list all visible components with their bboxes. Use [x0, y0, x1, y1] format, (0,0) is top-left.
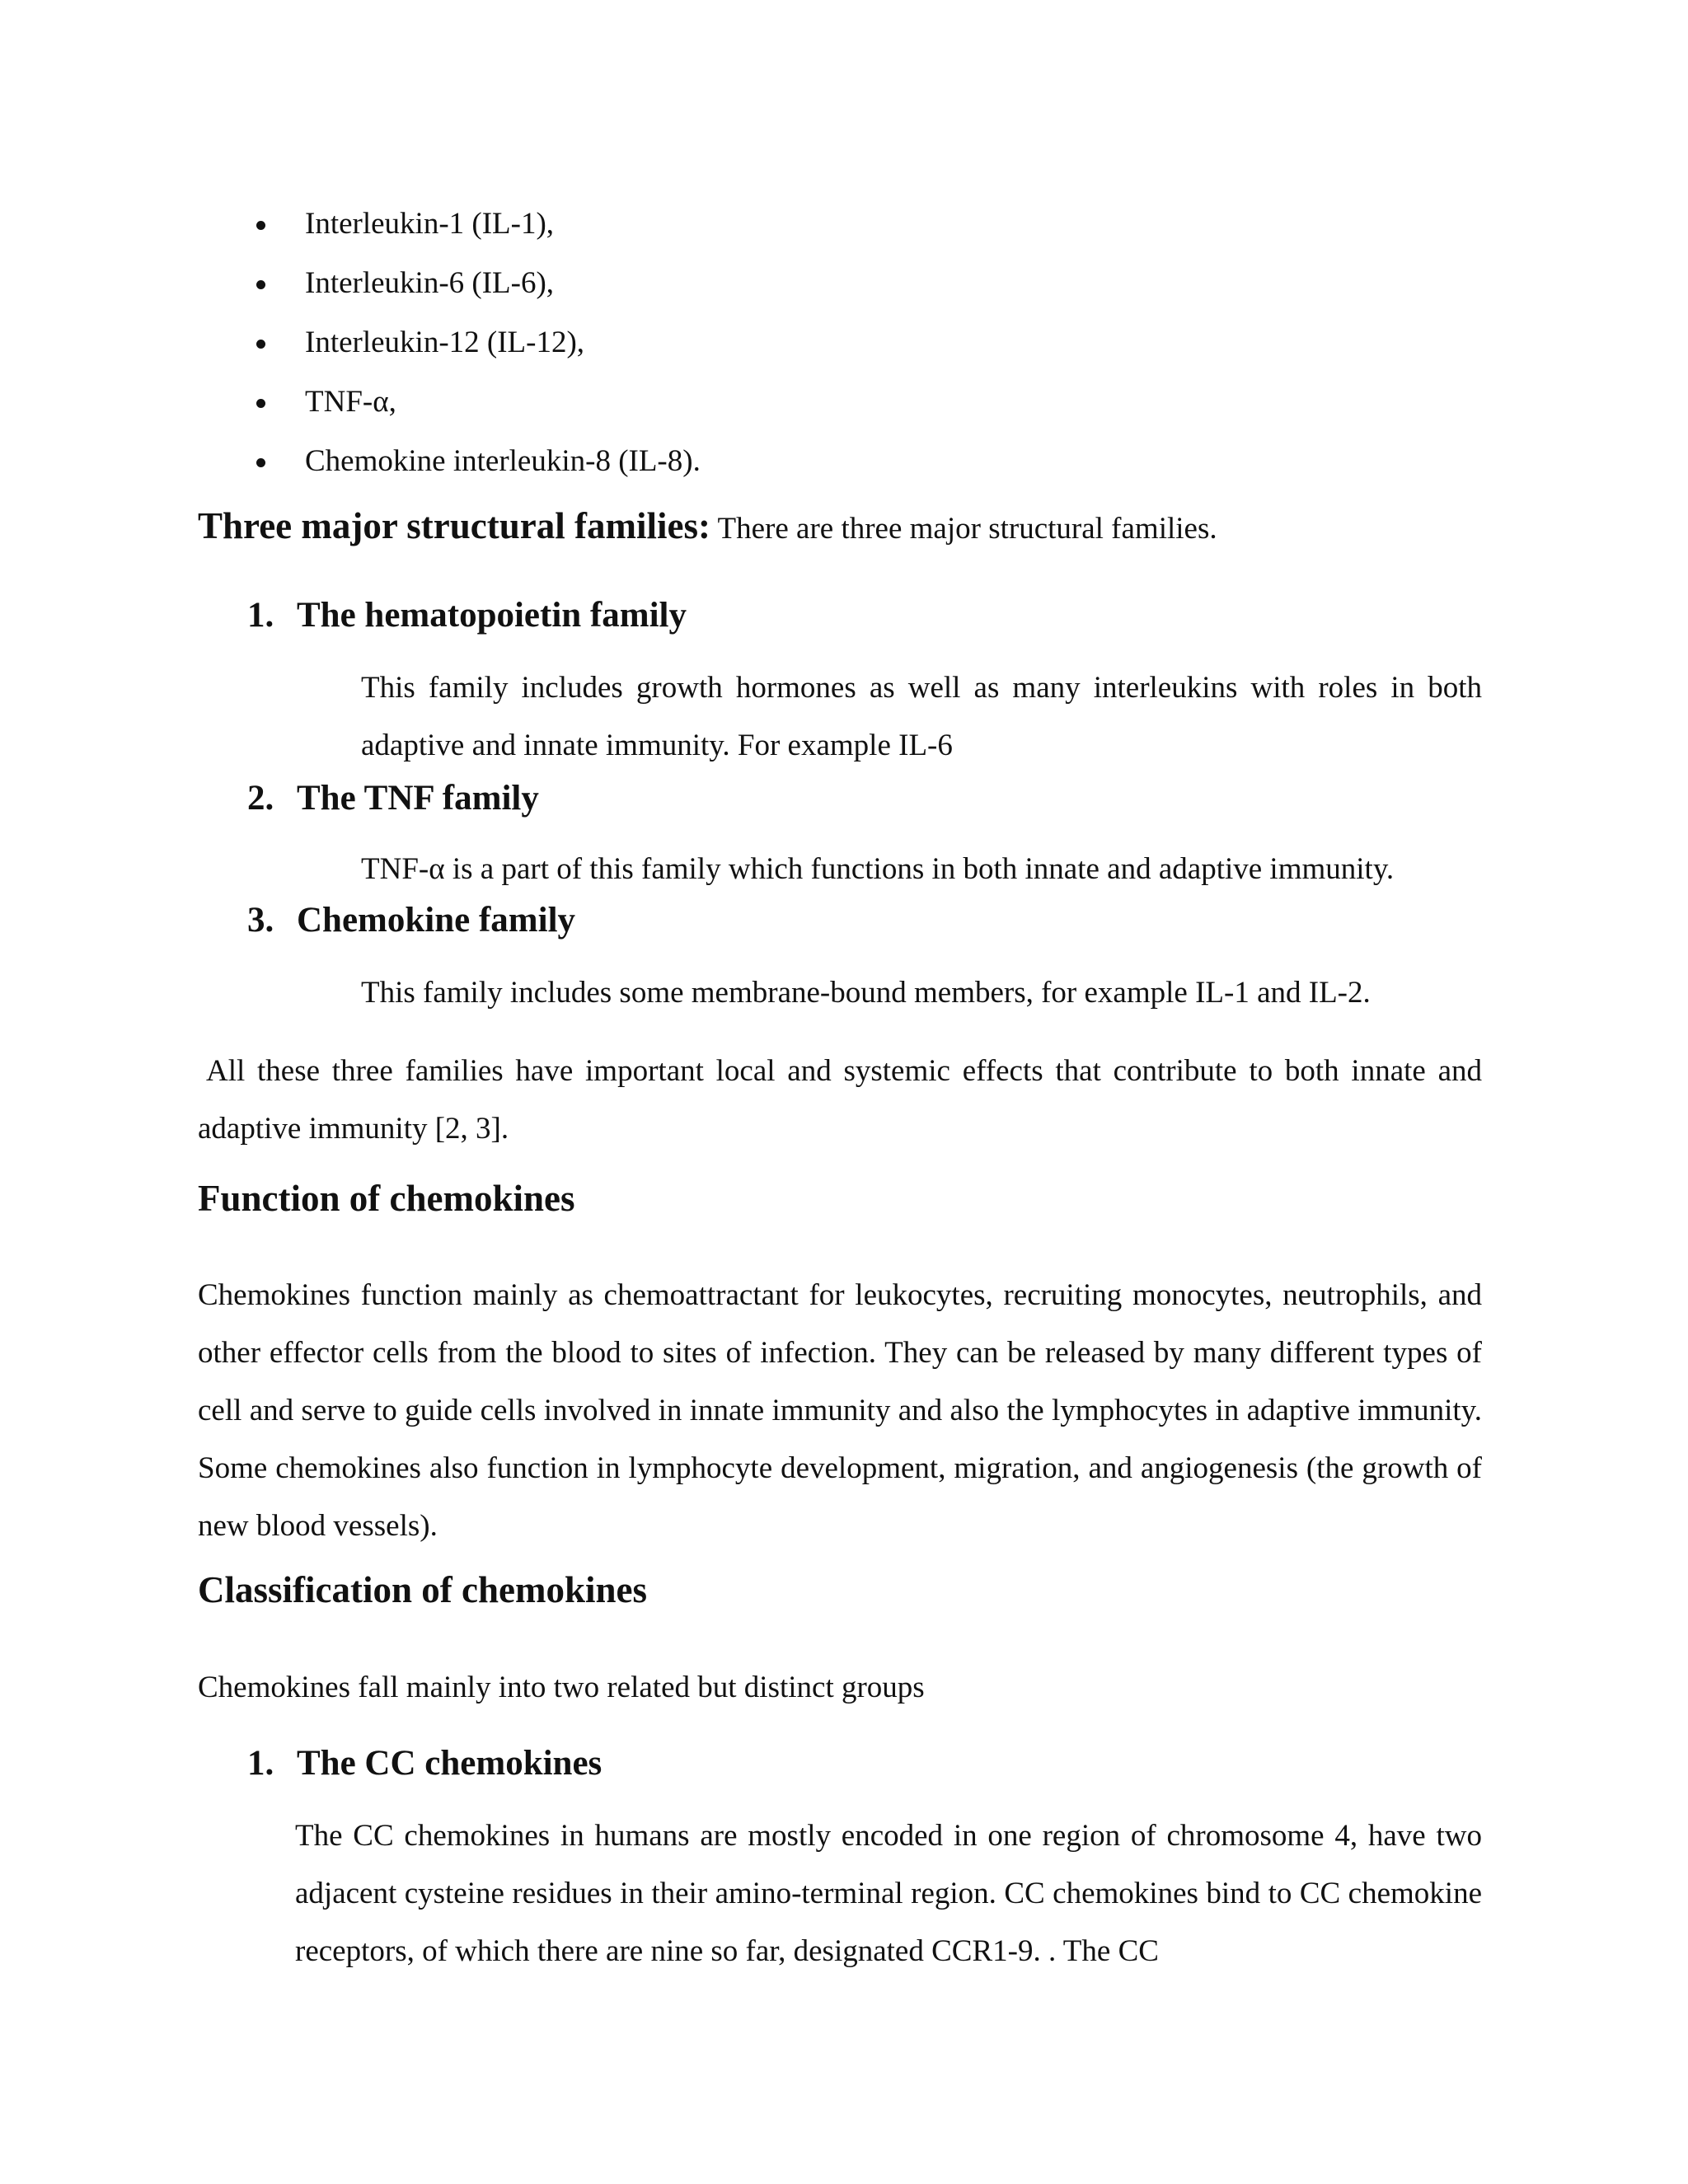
families-summary: All these three families have important local and systemic effects that contribute to both innate and adaptive immunity [2, 3].	[198, 1054, 1482, 1146]
families-heading-line	[198, 504, 1217, 547]
family-heading-chemokine	[247, 900, 575, 940]
bullet-icon	[256, 399, 265, 408]
list-item	[252, 373, 701, 432]
family-description-chemokine: This family includes some membrane-bound members, for example IL-1 and IL-2.	[361, 976, 1371, 1010]
classification-section-title: Classification of chemokines	[198, 1569, 647, 1610]
list-item-text: TNF-α,	[305, 385, 396, 419]
list-item-text: Interleukin-1 (IL-1),	[305, 207, 555, 241]
list-item	[252, 313, 701, 373]
bullet-icon	[256, 221, 265, 230]
families-heading: Three major structural families:	[198, 505, 710, 546]
function-section-title: Function of chemokines	[198, 1178, 575, 1219]
list-item-text: Chemokine interleukin-8 (IL-8).	[305, 444, 701, 478]
family-heading-tnf	[247, 778, 539, 818]
family-number: 2.	[247, 779, 274, 818]
bullet-icon	[256, 340, 265, 349]
family-title: The TNF family	[297, 779, 539, 818]
family-title: The hematopoietin family	[297, 596, 687, 635]
family-title: Chemokine family	[297, 901, 576, 940]
bullet-icon	[256, 280, 265, 289]
classification-intro: Chemokines fall mainly into two related but distinct groups	[198, 1671, 925, 1704]
cytokine-bullet-list	[252, 194, 701, 491]
cc-chemokines-heading	[247, 1743, 602, 1783]
bullet-icon	[256, 458, 265, 467]
family-number: 3.	[247, 901, 274, 940]
function-paragraph: Chemokines function mainly as chemoattractant for leukocytes, recruiting monocytes, neutrophils, and other effector cells from the blood to sites of infection. They can be released by many different types of cell and serve to guide cells involved in innate immunity and also the lymphocytes in adaptive immunity. Some chemokines also function in lymphocyte development, migration, and angiogenesis (the growth of new blood vessels).	[198, 1278, 1482, 1543]
family-description-tnf: TNF-α is a part of this family which functions in both innate and adaptive immunity.	[361, 852, 1395, 886]
list-item	[252, 194, 701, 254]
group-title: The CC chemokines	[297, 1744, 603, 1783]
family-heading-hematopoietin	[247, 595, 687, 635]
families-intro: There are three major structural families.	[710, 512, 1217, 546]
list-item-text: Interleukin-6 (IL-6),	[305, 266, 555, 300]
list-item	[252, 432, 701, 491]
cc-chemokines-description: The CC chemokines in humans are mostly encoded in one region of chromosome 4, have two adjacent cysteine residues in their amino-terminal region. CC chemokines bind to CC chemokine receptors, of which there are nine so far, designated CCR1-9. . The CC	[295, 1819, 1482, 1968]
list-item	[252, 254, 701, 313]
list-item-text: Interleukin-12 (IL-12),	[305, 326, 585, 359]
family-description-hematopoietin: This family includes growth hormones as well as many interleukins with roles in both adaptive and innate immunity. For example IL-6	[361, 671, 1482, 762]
group-number: 1.	[247, 1744, 274, 1783]
family-number: 1.	[247, 596, 274, 635]
